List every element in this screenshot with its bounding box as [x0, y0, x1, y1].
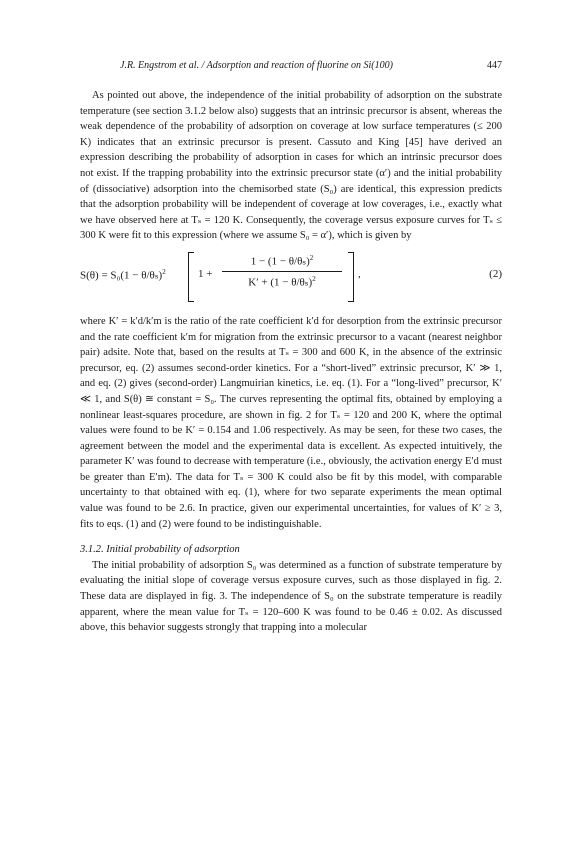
equation-denominator: $K' + (1 - \theta/\theta_s)^2$ — [248, 274, 316, 289]
running-head — [80, 60, 502, 76]
equation-2 — [80, 250, 502, 308]
subsection-heading: 3.1.2. Initial probability of adsorption — [80, 544, 240, 556]
paragraph-initial-probability: The initial probability of adsorption S₀ was determined as a function of substrate temperature by evaluating the initial slope of coverage versus exposure curves, such as those displayed in fig. 2. These data are displayed in fig. 3. The independence of S₀ on the substrate temperature is readily apparent, where the mean value for Tₛ = 120–600 K was found to be 0.46 ± 0.02. As discussed above, this behavior suggests strongly that trapping into a molecular — [80, 559, 502, 634]
right-bracket — [348, 252, 354, 302]
left-bracket — [188, 252, 194, 302]
equation-numerator: $1 - (1 - \theta/\theta_s)^2$ — [222, 254, 342, 272]
equation-lhs: $S(\theta) = S_0(1 - \theta/\theta_s)^2$ — [80, 267, 166, 282]
equation-one-plus: 1 + — [198, 267, 213, 280]
paragraph-fit-results: where K′ = k′d/k′m is the ratio of the rate coefficient k′d for desorption from the extrinsic precursor and the rate coefficient k′m for migration from the extrinsic precursor to a vacant (nearest neighbor pair) adsite. Note that, based on the results at Tₛ = 300 and 600 K, in the absence of the extrinsic precursor, eq. (2) assumes second-order kinetics. For a “short-lived” extrinsic precursor, K′ ≫ 1, and eq. (2) gives (second-order) Langmuirian kinetics, i.e. eq. (1). For a “long-lived” precursor, K′ ≪ 1, and S(θ) ≅ constant = S₀. The curves representing the optimal fits, obtained by employing a nonlinear least-squares procedure, are shown in fig. 2 for Tₛ = 120 and 200 K, where the optimal values were found to be K′ = 0.154 and 1.06 respectively. As may be seen, for these two cases, the agreement between the model and the experimental data is excellent. As expected intuitively, the parameter K′ was found to decrease with temperature (i.e., obviously, the activation energy E′d must be greater than E′m). The data for Tₛ = 300 K could also be fit by this model, with comparable uncertainty to that obtained with eq. (1), where for two separate experiments the mean optimal value was found to be 2.6. In practice, given our experimental uncertainties, for values of K′ ≥ 3, fits to eqs. (1) and (2) were found to be indistinguishable. — [80, 315, 502, 530]
paragraph-precursor-model: As pointed out above, the independence of the initial probability of adsorption on the substrate temperature (see section 3.1.2 below also) suggests that an intrinsic precursor is absent, whereas the weak dependence of the probability of adsorption on coverage at low surface temperatures (≤ 200 K) indicates that an extrinsic precursor is present. Cassuto and King [45] have derived an expression describing the probability of adsorption in cases for which an intrinsic precursor does not exist. If the trapping probability into the extrinsic precursor state (α′) and the initial probability of (dissociative) adsorption into the chemisorbed state (S₀) are identical, this expression predicts that the adsorption probability will be independent of coverage at low coverages, i.e., exactly what we have observed here at Tₛ = 120 K. Consequently, the coverage versus exposure curves for Tₛ ≤ 300 K were fit to this expression (where we assume S₀ = α′), which is given by — [80, 90, 502, 242]
running-head-text: J.R. Engstrom et al. / Adsorption and reaction of fluorine on Si(100) — [120, 60, 393, 71]
equation-trailing-comma: , — [358, 267, 361, 280]
equation-fraction — [222, 254, 342, 288]
equation-number: (2) — [489, 267, 502, 280]
page — [80, 60, 502, 636]
page-number: 447 — [487, 60, 502, 71]
